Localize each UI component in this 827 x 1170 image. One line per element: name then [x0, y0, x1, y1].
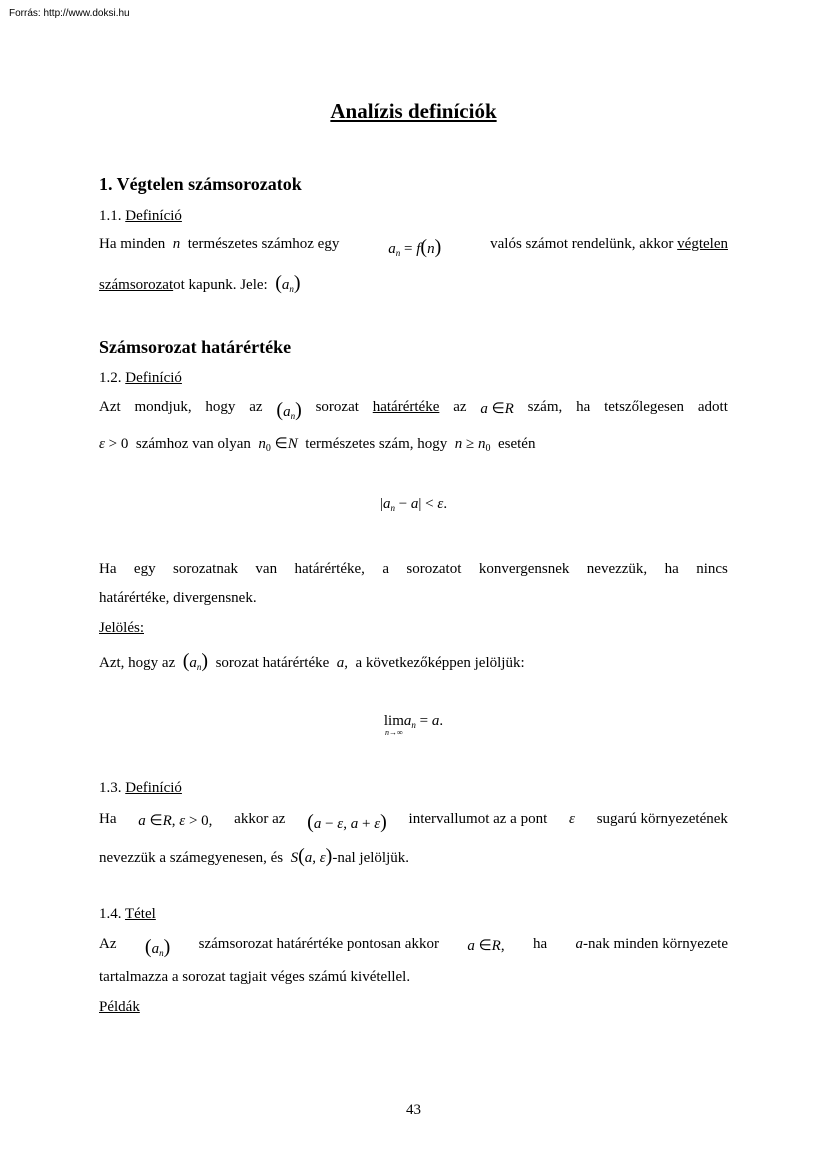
definition-1-1-line1: Ha minden n természetes számhoz egy $a_n = f(n)$ valós számot rendelünk, akkor végtelen	[99, 236, 728, 258]
page-title: Analízis definíciók	[330, 99, 497, 123]
definition-1-2-label: 1.2. Definíció	[99, 370, 182, 386]
definition-1-1-label: 1.1. Definíció	[99, 208, 182, 224]
paragraph-convergence-line1: Ha egy sorozatnak van határértéke, a sorozatot konvergensnek nevezzük, ha nincs	[99, 561, 728, 577]
theorem-1-4-line2: tartalmazza a sorozat tagjait véges számú kivétellel.	[99, 969, 411, 985]
definition-1-2-line1: Azt mondjuk, hogy az $(a_n)$ sorozat határértéke az a ∈R szám, ha tetszőlegesen adott	[99, 399, 728, 421]
definition-1-1-line2: számsorozatot kapunk. Jele: $(a_n)$	[99, 272, 301, 294]
definition-1-2-line2: ε > 0 számhoz van olyan $n_0$ ∈N természetes szám, hogy $n \ge n_0$ esetén	[99, 436, 536, 454]
paragraph-convergence-line2: határértéke, divergensnek.	[99, 590, 257, 606]
definition-1-3-label: 1.3. Definíció	[99, 780, 182, 796]
limit-formula: lim n→∞ $a_n = a$.	[383, 713, 444, 737]
theorem-1-4-label: 1.4. Tétel	[99, 906, 156, 922]
notation-label: Jelölés:	[99, 620, 144, 636]
definition-1-3-line2: nevezzük a számegyenesen, és S(a, ε)-nal jelöljük.	[99, 845, 409, 867]
source-note: Forrás: http://www.doksi.hu	[9, 8, 130, 19]
section-heading-1: 1. Végtelen számsorozatok	[99, 174, 302, 194]
definition-1-3-line1: Ha a ∈R, ε > 0, akkor az (a − ε, a + ε) intervallumot az a pont ε sugarú környezetének	[99, 811, 728, 833]
notation-line: Azt, hogy az $(a_n)$ sorozat határértéke a, a következőképpen jelöljük:	[99, 650, 525, 672]
limit-inequality: $|a_n - a| < \varepsilon$.	[379, 496, 448, 513]
examples-label: Példák	[99, 999, 140, 1015]
theorem-1-4-line1: Az $(a_n)$ számsorozat határértéke pontosan akkor a ∈R, ha a-nak minden környezete	[99, 936, 728, 958]
section-heading-2: Számsorozat határértéke	[99, 337, 292, 357]
page-number: 43	[406, 1102, 421, 1118]
